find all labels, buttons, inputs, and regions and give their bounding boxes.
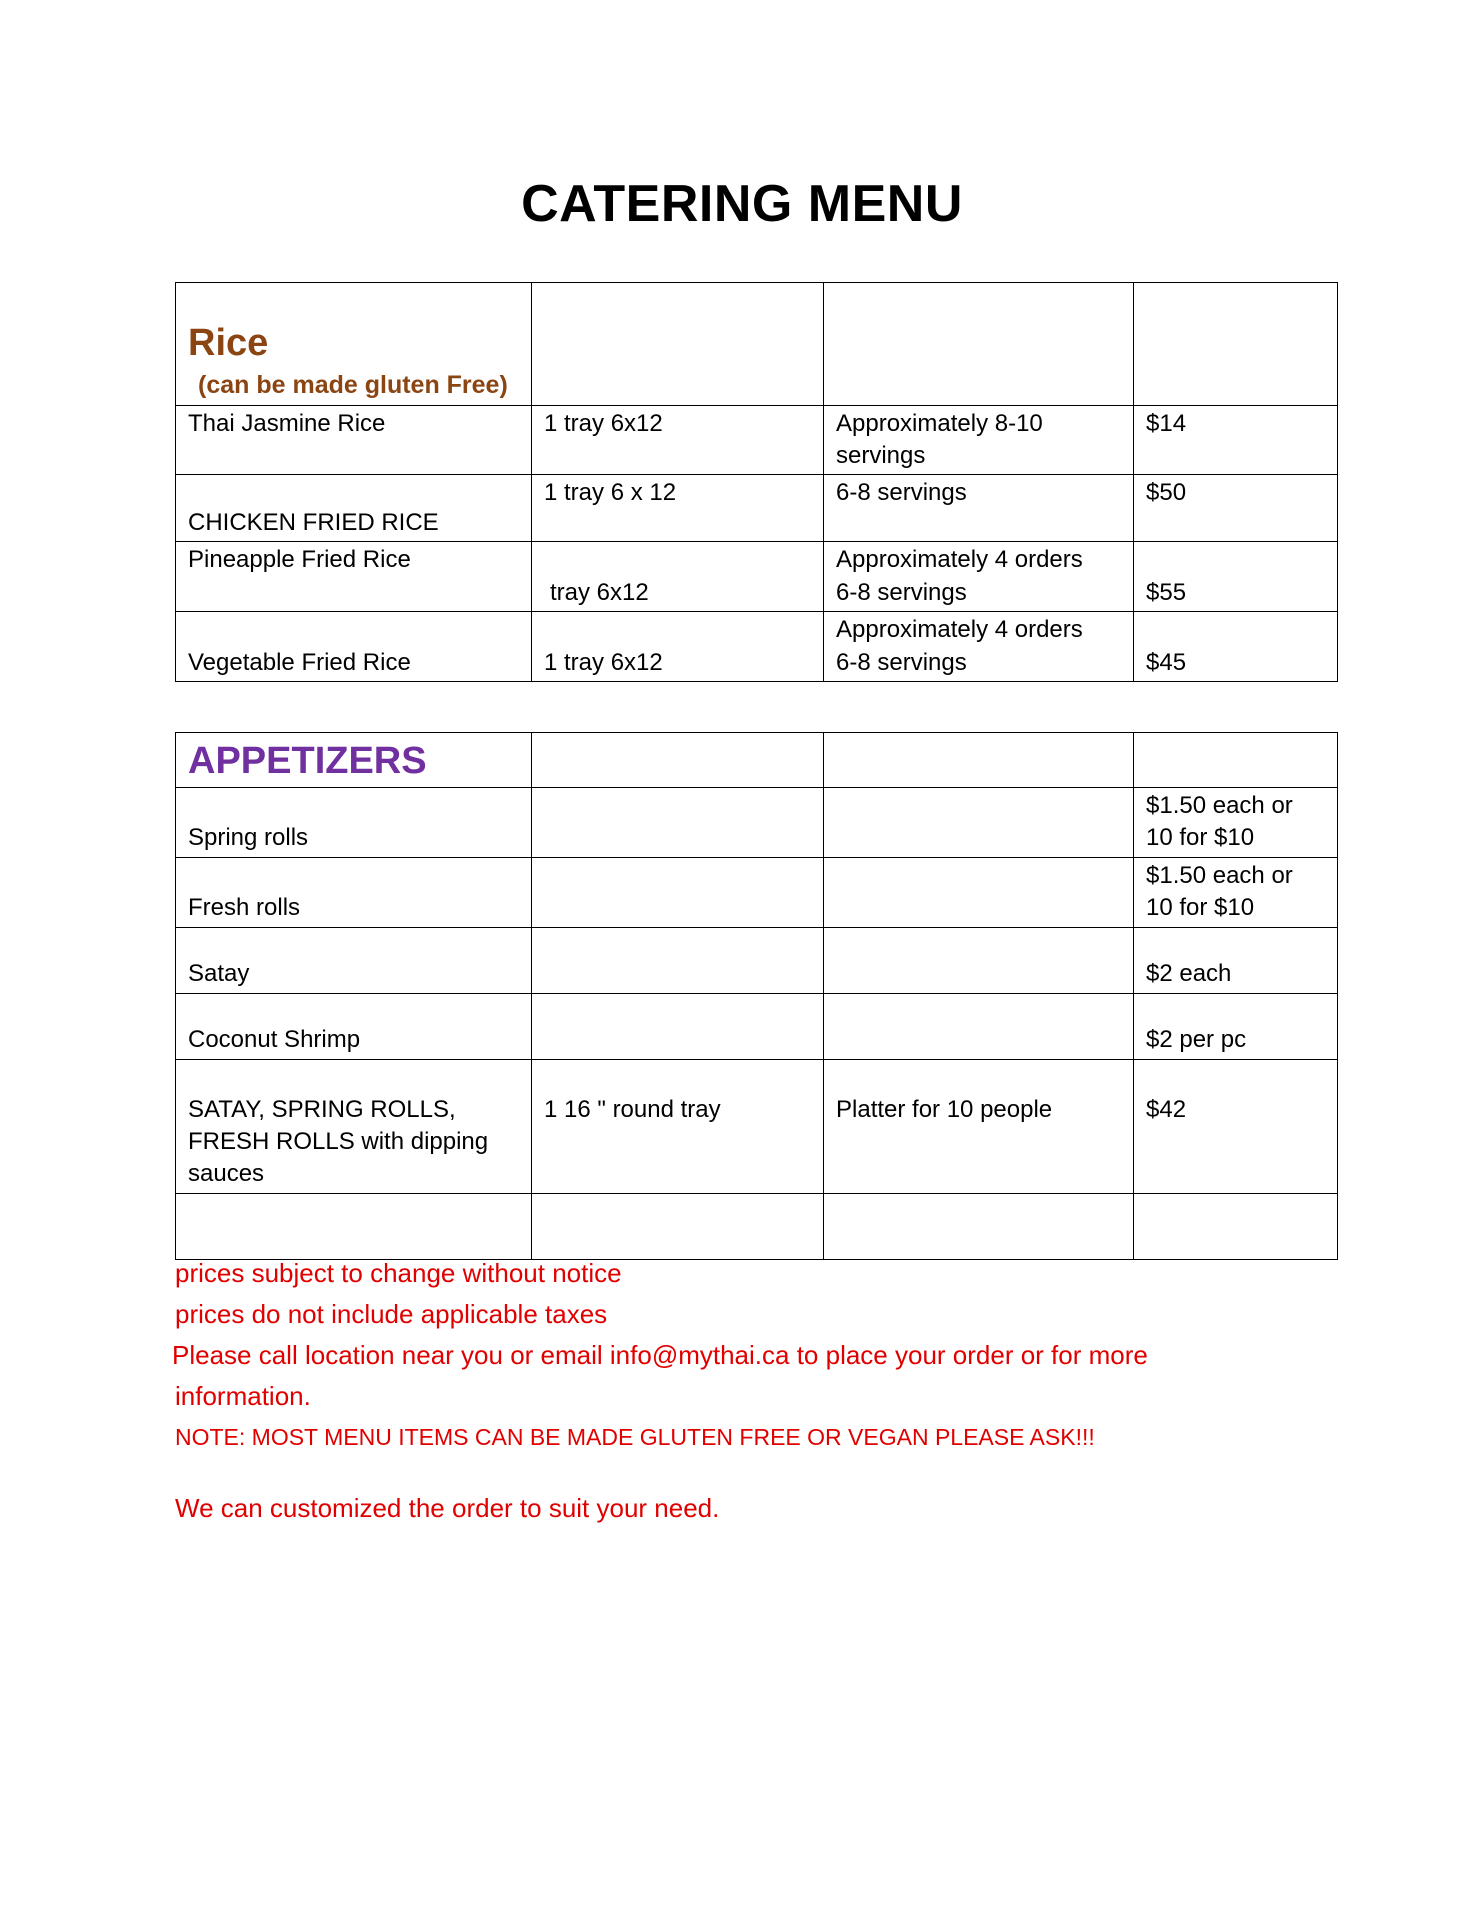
item-name: Satay	[176, 927, 532, 993]
item-name: Coconut Shrimp	[176, 993, 532, 1059]
item-name: SATAY, SPRING ROLLS, FRESH ROLLS with dipping sauces	[176, 1059, 532, 1193]
rice-heading: Rice	[188, 322, 269, 364]
note-contact-cont: information.	[175, 1381, 311, 1411]
item-servings: Approximately 4 orders 6-8 servings	[824, 612, 1134, 682]
item-name: Vegetable Fried Rice	[176, 612, 532, 682]
rice-table	[175, 282, 1338, 682]
item-servings: Platter for 10 people	[824, 1059, 1134, 1193]
table-row	[176, 993, 1338, 1059]
item-size: 1 tray 6x12	[532, 612, 824, 682]
table-row	[176, 788, 1338, 858]
item-price: $1.50 each or 10 for $10	[1134, 857, 1338, 927]
rice-heading-cell	[176, 283, 532, 406]
table-row	[176, 612, 1338, 682]
item-size: 1 tray 6x12	[532, 405, 824, 475]
item-price: $2 per pc	[1134, 993, 1338, 1059]
appetizers-table	[175, 732, 1338, 1260]
item-servings: Approximately 4 orders 6-8 servings	[824, 542, 1134, 612]
item-price: $55	[1134, 542, 1338, 612]
appetizers-heading-cell	[176, 733, 532, 788]
item-price: $45	[1134, 612, 1338, 682]
item-price: $42	[1134, 1059, 1338, 1193]
item-servings: Approximately 8-10 servings	[824, 405, 1134, 475]
table-row	[176, 857, 1338, 927]
table-header-row	[176, 283, 1338, 406]
table-row	[176, 405, 1338, 475]
item-size: 1 16 " round tray	[532, 1059, 824, 1193]
note-taxes: prices do not include applicable taxes	[175, 1299, 608, 1329]
item-name: Thai Jasmine Rice	[176, 405, 532, 475]
rice-subheading: (can be made gluten Free)	[198, 370, 508, 399]
item-size: tray 6x12	[532, 542, 824, 612]
table-row	[176, 1059, 1338, 1193]
table-header-row	[176, 733, 1338, 788]
item-name: Pineapple Fried Rice	[176, 542, 532, 612]
note-gluten-vegan: NOTE: MOST MENU ITEMS CAN BE MADE GLUTEN FREE OR VEGAN PLEASE ASK!!!	[175, 1424, 1095, 1450]
item-name: CHICKEN FRIED RICE	[176, 475, 532, 542]
item-price: $2 each	[1134, 927, 1338, 993]
item-servings: 6-8 servings	[824, 475, 1134, 542]
note-prices-change: prices subject to change without notice	[175, 1258, 622, 1288]
item-name: Spring rolls	[176, 788, 532, 858]
table-row	[176, 475, 1338, 542]
table-row	[176, 927, 1338, 993]
footer-notes	[172, 1253, 1325, 1529]
note-customize: We can customized the order to suit your need.	[175, 1493, 720, 1523]
page-title: CATERING MENU	[521, 175, 963, 233]
table-row-empty	[176, 1193, 1338, 1259]
item-size: 1 tray 6 x 12	[532, 475, 824, 542]
table-row	[176, 542, 1338, 612]
item-price: $1.50 each or 10 for $10	[1134, 788, 1338, 858]
note-contact: Please call location near you or email info@mythai.ca to place your order or for more	[172, 1340, 1148, 1370]
item-price: $50	[1134, 475, 1338, 542]
item-name: Fresh rolls	[176, 857, 532, 927]
item-price: $14	[1134, 405, 1338, 475]
appetizers-heading: APPETIZERS	[188, 740, 427, 782]
